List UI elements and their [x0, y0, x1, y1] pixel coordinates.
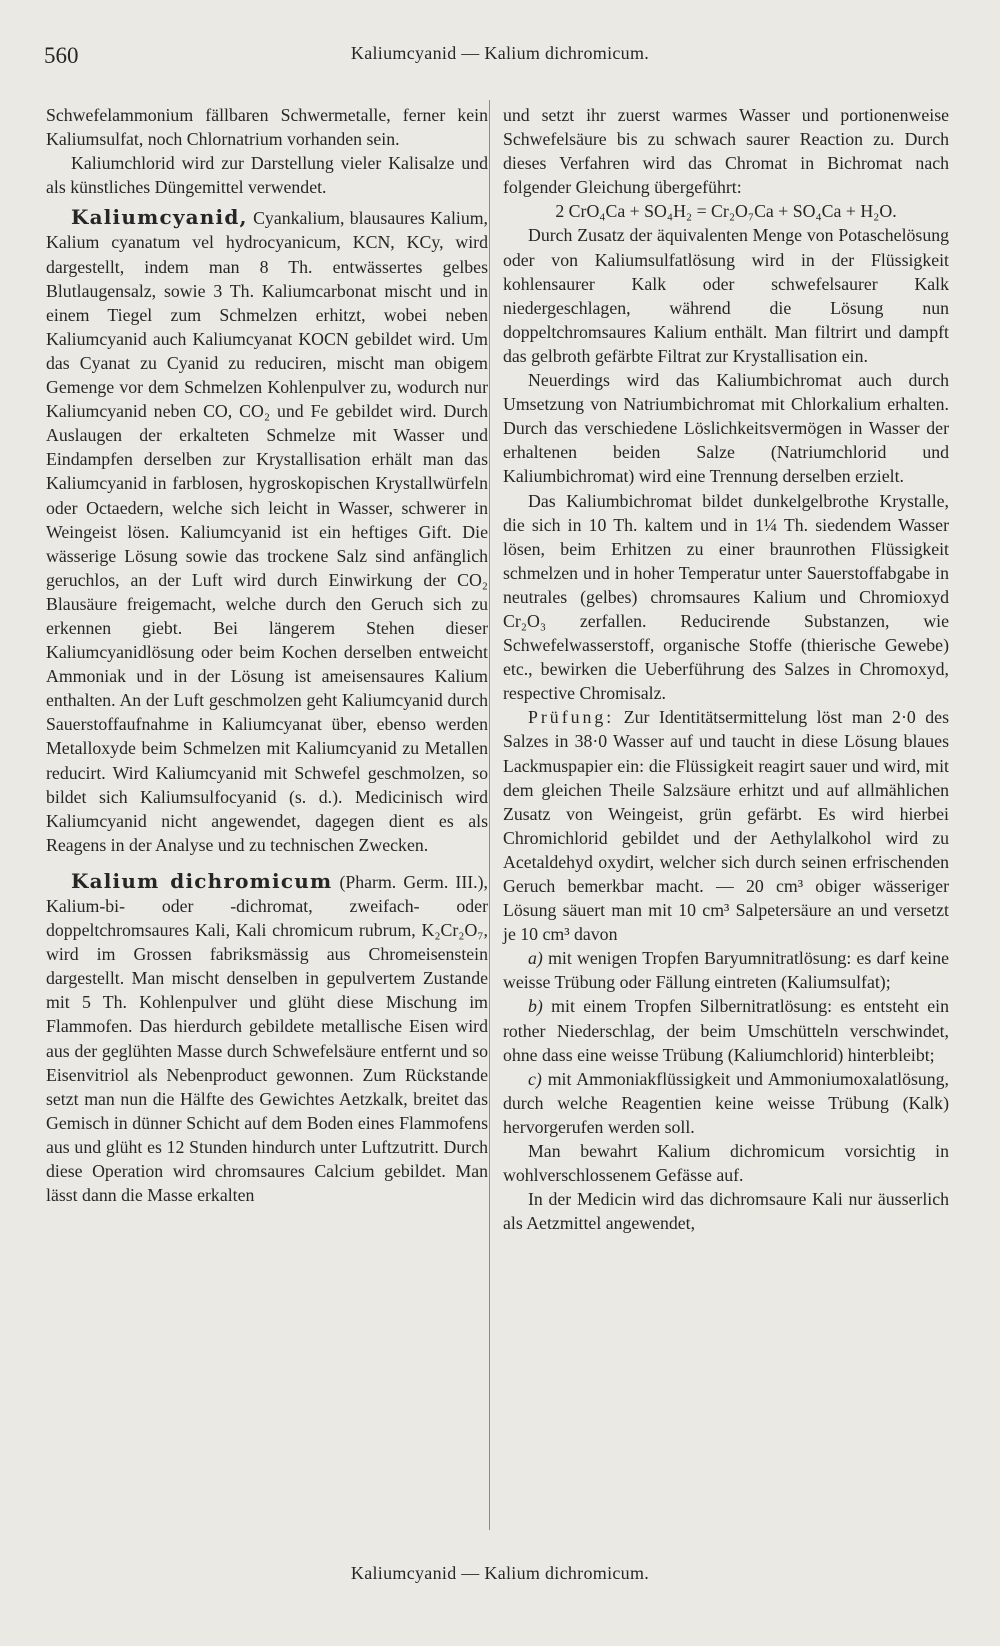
pruefung-text: Zur Identitätsermittelung löst man 2·0 des Salzes in 38·0 Wasser auf und taucht in diese Lösung blaues Lackmuspapier ein: die Flüssigkeit reagirt sauer und wird, mit dem gleichen Theile Salzsäure erhitzt und auf allmählichen Zusatz von Weingeist, grün gefärbt. Es wird hierbei Chromichlorid gebildet und der Aethylalkohol wird zu Acetaldehyd oxydirt, welcher sich durch seinen erfrischenden Geruch bemerkbar macht. — 20 cm³ obiger wässeriger Lösung säuert man mit 10 cm³ Salpetersäure an und versetzt je 10 cm³ davon — [503, 707, 949, 945]
test-item-b — [503, 994, 949, 1066]
entry-kaliumcyanid — [46, 205, 488, 857]
right-column — [503, 103, 949, 1235]
paragraph: Durch Zusatz der äquivalenten Menge von Potaschelösung oder von Kaliumsulfatlösung wird in der Flüssigkeit kohlensaurer Kalk oder schwefelsaurer Kalk niedergeschlagen, während die Lösung nun doppeltchromsaures Kalium enthält. Man filtrirt und dampft das gelbroth gefärbte Filtrat zur Krystallisation ein. — [503, 225, 949, 366]
entry-text: (Pharm. Germ. III.), Kalium-bi- oder -dichromat, zweifach- oder doppeltchromsaures Kali, Kali chromicum rubrum, K₂Cr₂O₇, wird im Grossen fabriksmässig aus Chromeisenstein dargestellt. Man mischt denselben in gepulvertem Zustande mit 5 Th. Kohlenpulver und glüht diese Mischung im Flammofen. Das hierdurch gebildete metallische Eisen wird aus der geglühten Masse durch Schwefelsäure entfernt und so Eisenvitriol als Nebenproduct gewonnen. Zum Rückstande setzt man nun die Hälfte des Gewichtes Aetzkalk, breitet das Gemisch in dünner Schicht auf dem Boden eines Flammofens aus und glüht es 12 Stunden hindurch unter Luftzutritt. Durch diese Operation wird chromsaures Calcium gebildet. Man lässt dann die Masse erkalten — [46, 871, 488, 1206]
paragraph: Das Kaliumbichromat bildet dunkelgelbrothe Krystalle, die sich in 10 Th. kaltem und in 1¼ Th. siedendem Wasser lösen, beim Erhitzen zu einer braunrothen Flüssigkeit schmelzen und in hoher Temperatur unter Sauerstoffabgabe in neutrales (gelbes) chromsaures Kalium und Chromioxyd Cr₂O₃ zerfallen. Reducirende Substanzen, wie Schwefelwasserstoff, organische Stoffe (thierische Gewebe) etc., bewirken die Ueberführung des Salzes in Chromoxyd, respective Chromisalz. — [503, 490, 949, 704]
paragraph: Kaliumchlorid wird zur Darstellung vieler Kalisalze und als künstliches Düngemittel verwendet. — [46, 153, 488, 198]
paragraph: Neuerdings wird das Kaliumbichromat auch durch Umsetzung von Natriumbichromat mit Chlorkalium erhalten. Durch das verschiedene Löslichkeitsvermögen in Wasser der erhaltenen beiden Salze (Natriumchlorid und Kaliumbichromat) wird eine Trennung derselben erzielt. — [503, 370, 949, 487]
item-text: mit Ammoniakflüssigkeit und Ammoniumoxalatlösung, durch welche Reagentien keine weisse Trübung (Kalk) hervorgerufen werden soll. — [503, 1068, 950, 1137]
entry-heading: Kalium dichromicum — [71, 868, 333, 893]
left-column — [46, 103, 488, 1207]
entry-kalium-dichromicum — [46, 869, 488, 1207]
running-header: Kaliumcyanid — Kalium dichromicum. — [350, 43, 650, 63]
chemical-equation: 2 CrO₄Ca + SO₄H₂ = Cr₂O₇Ca + SO₄Ca + H₂O. — [555, 201, 897, 222]
item-label: b) — [528, 996, 543, 1017]
paragraph: In der Medicin wird das dichromsaure Kali nur äusserlich als Aetzmittel angewendet, — [503, 1189, 949, 1234]
item-text: mit einem Tropfen Silbernitratlösung: es entsteht ein rother Niederschlag, der beim Umschütteln verschwindet, ohne dass eine weisse Trübung (Kaliumchlorid) hinterbleibt; — [503, 996, 949, 1065]
item-label: c) — [528, 1068, 542, 1089]
entry-heading: Kaliumcyanid, — [71, 205, 248, 230]
paragraph: und setzt ihr zuerst warmes Wasser und portionenweise Schwefelsäure bis zu schwach saurer Reaction zu. Durch dieses Verfahren wird das Chromat in Bichromat nach folgender Gleichung übergeführt: — [503, 105, 949, 198]
item-label: a) — [528, 948, 543, 969]
pruefung-label: Prüfung: — [528, 707, 615, 728]
page-footer: Kaliumcyanid — Kalium dichromicum. — [350, 1563, 650, 1583]
pruefung-paragraph — [503, 705, 949, 946]
test-item-c — [503, 1067, 949, 1139]
column-divider — [489, 100, 490, 1530]
test-item-a — [503, 946, 949, 994]
item-text: mit wenigen Tropfen Baryumnitratlösung: es darf keine weisse Trübung oder Fällung eintreten (Kaliumsulfat); — [503, 948, 949, 993]
paragraph: Man bewahrt Kalium dichromicum vorsichtig in wohlverschlossenem Gefässe auf. — [503, 1141, 949, 1186]
paragraph: Schwefelammonium fällbaren Schwermetalle, ferner kein Kaliumsulfat, noch Chlornatrium vorhanden sein. — [46, 105, 488, 150]
entry-text: Cyankalium, blausaures Kalium, Kalium cyanatum vel hydrocyanicum, KCN, KCy, wird dargestellt, indem man 8 Th. entwässertes gelbes Blutlaugensalz, sowie 3 Th. Kaliumcarbonat mischt und in einem Tiegel zum Schmelzen erhitzt, wobei neben Kaliumcyanid auch Kaliumcyanat KOCN gebildet wird. Um das Cyanat zu Cyanid zu reduciren, mischt man obigem Gemenge vor dem Schmelzen Kohlenpulver zu, wodurch nur Kaliumcyanid neben CO, CO₂ und Fe gebildet wird. Durch Auslaugen der erkalteten Schmelze mit Wasser und Eindampfen derselben zur Krystallisation erhält man das Kaliumcyanid in farblosen, hygroskopischen Krystallwürfeln oder Octaedern, welche sich leicht in Wasser, schwerer in Weingeist lösen. Kaliumcyanid ist ein heftiges Gift. Die wässerige Lösung sowie das trockene Salz sind anfänglich geruchlos, an der Luft wird durch Einwirkung der CO₂ Blausäure freigemacht, welche durch den Geruch sich zu erkennen giebt. Bei längerem Stehen dieser Kaliumcyanidlösung oder beim Kochen derselben entweicht Ammoniak und in der Lösung ist ameisensaures Kalium enthalten. An der Luft geschmolzen geht Kaliumcyanid durch Sauerstoffaufnahme in Kaliumcyanat über, ebenso werden Metalloxyde beim Schmelzen mit Kaliumcyanid zu Metallen reducirt. Wird Kaliumcyanid mit Schwefel geschmolzen, so bildet sich Kaliumsulfocyanid (s. d.). Medicinisch wird Kaliumcyanid nicht angewendet, dagegen dient es als Reagens in der Analyse und zu technischen Zwecken. — [46, 208, 488, 855]
page-number: 560 — [44, 43, 79, 68]
